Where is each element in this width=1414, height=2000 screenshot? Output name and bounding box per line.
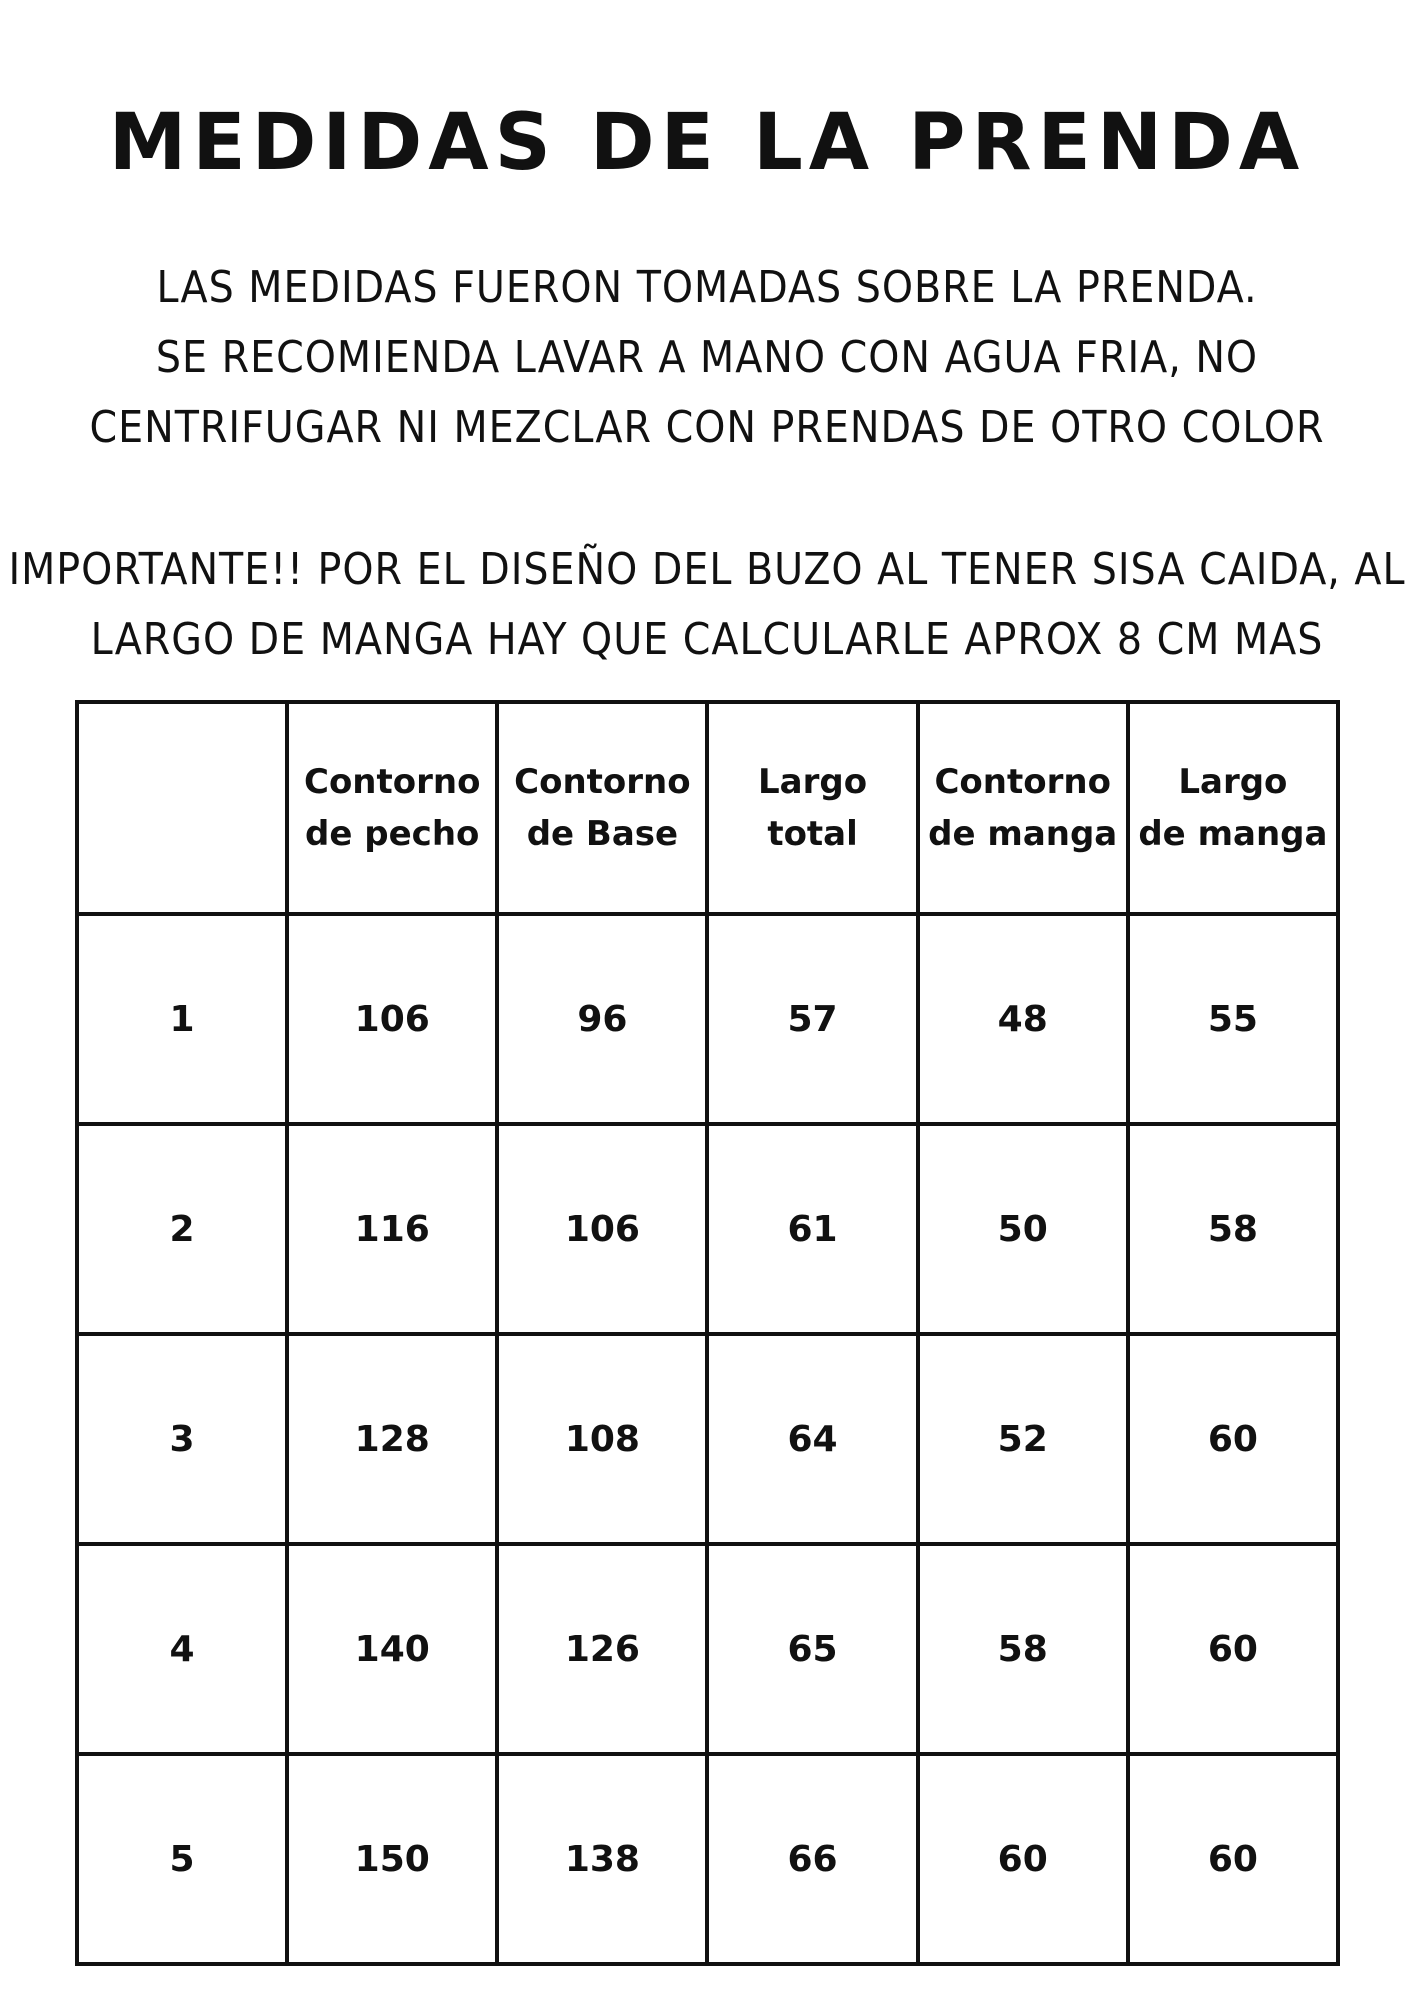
care-line: CENTRIFUGAR NI MEZCLAR CON PRENDAS DE OTRO COLOR [89, 402, 1325, 453]
table-cell: 108 [497, 1334, 707, 1544]
header-sleeve-length: Largo de manga [1128, 702, 1338, 914]
table-cell: 64 [707, 1334, 917, 1544]
important-notice [0, 535, 1414, 675]
header-base: Contorno de Base [497, 702, 707, 914]
important-line: IMPORTANTE!! POR EL DISEÑO DEL BUZO AL TENER SISA CAIDA, AL [8, 544, 1406, 595]
table-cell: 60 [1128, 1544, 1338, 1754]
table-cell: 140 [287, 1544, 497, 1754]
header-sleeve-contour: Contorno de manga [918, 702, 1128, 914]
page-title: MEDIDAS DE LA PRENDA [108, 98, 1306, 188]
header-chest: Contorno de pecho [287, 702, 497, 914]
header-total-length: Largo total [707, 702, 917, 914]
table-row [77, 1124, 1338, 1334]
table-cell: 106 [287, 914, 497, 1124]
size-table [75, 700, 1340, 1966]
table-cell: 58 [918, 1544, 1128, 1754]
important-line: LARGO DE MANGA HAY QUE CALCULARLE APROX 8 CM MAS [90, 614, 1324, 665]
table-cell: 128 [287, 1334, 497, 1544]
table-cell: 55 [1128, 914, 1338, 1124]
table-cell: 116 [287, 1124, 497, 1334]
table-cell: 48 [918, 914, 1128, 1124]
care-line: SE RECOMIENDA LAVAR A MANO CON AGUA FRIA, NO [155, 332, 1259, 383]
size-label: 2 [77, 1124, 287, 1334]
size-label: 5 [77, 1754, 287, 1964]
table-cell: 60 [918, 1754, 1128, 1964]
size-label: 3 [77, 1334, 287, 1544]
header-size-cell [77, 702, 287, 914]
table-cell: 66 [707, 1754, 917, 1964]
size-label: 4 [77, 1544, 287, 1754]
table-cell: 60 [1128, 1754, 1338, 1964]
table-cell: 61 [707, 1124, 917, 1334]
care-line: LAS MEDIDAS FUERON TOMADAS SOBRE LA PRENDA. [156, 262, 1258, 313]
size-label: 1 [77, 914, 287, 1124]
table-cell: 57 [707, 914, 917, 1124]
table-cell: 138 [497, 1754, 707, 1964]
table-cell: 96 [497, 914, 707, 1124]
table-cell: 52 [918, 1334, 1128, 1544]
table-row [77, 914, 1338, 1124]
table-row [77, 1334, 1338, 1544]
table-header-row [77, 702, 1338, 914]
table-cell: 50 [918, 1124, 1128, 1334]
table-cell: 126 [497, 1544, 707, 1754]
table-cell: 150 [287, 1754, 497, 1964]
table-cell: 58 [1128, 1124, 1338, 1334]
care-instructions [0, 253, 1414, 463]
table-cell: 60 [1128, 1334, 1338, 1544]
table-row [77, 1754, 1338, 1964]
table-cell: 65 [707, 1544, 917, 1754]
table-row [77, 1544, 1338, 1754]
table-cell: 106 [497, 1124, 707, 1334]
